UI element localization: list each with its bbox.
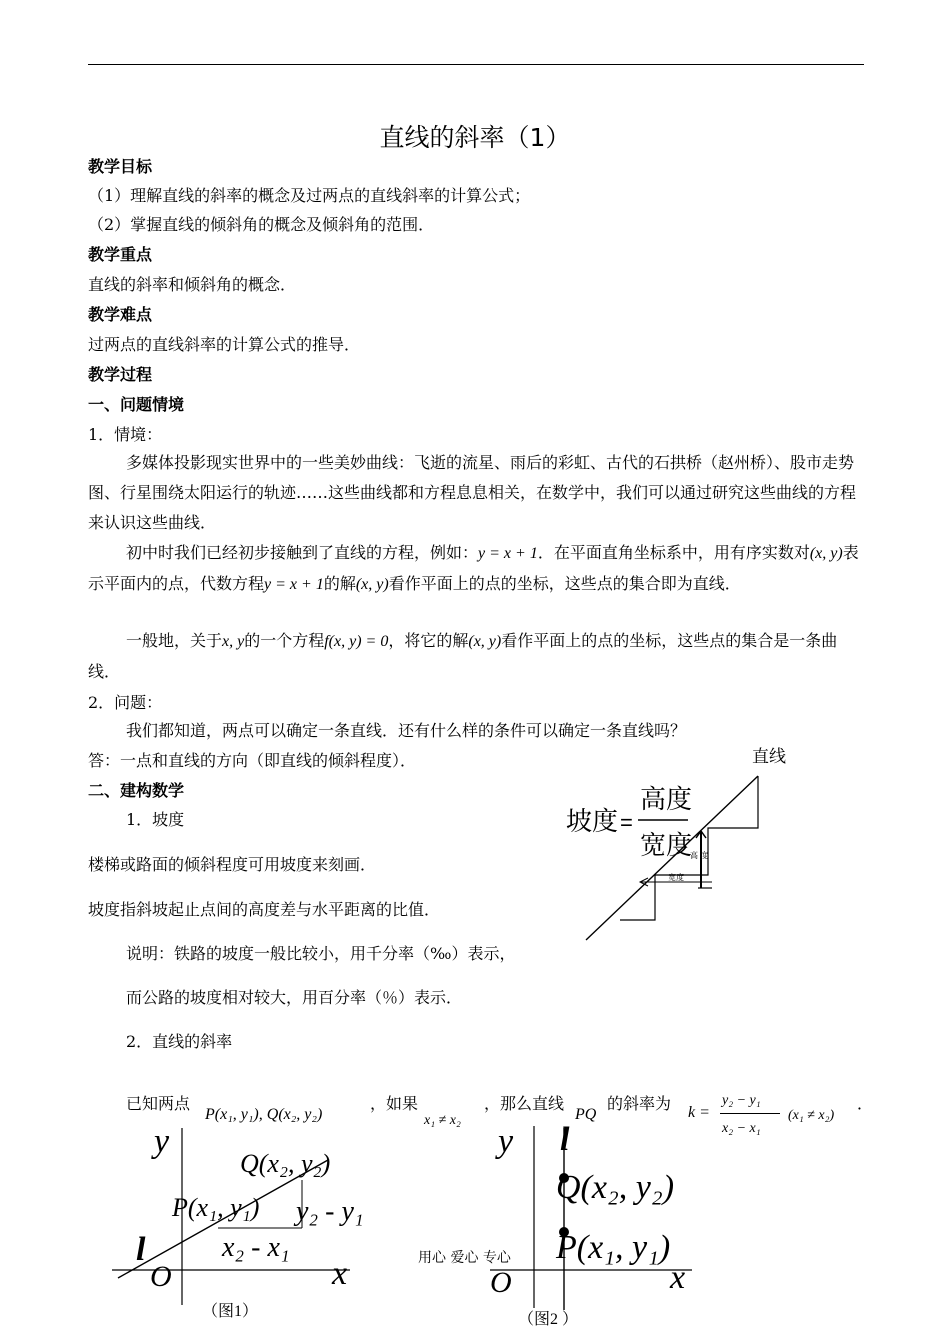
question-text: 我们都知道，两点可以确定一条直线．还有什么样的条件可以确定一条直线吗？: [126, 721, 687, 740]
header-rule: [88, 64, 864, 65]
formula-condition-2: (x₁ ≠ x₂): [788, 1108, 835, 1123]
situation-label: 1．情境：: [88, 425, 163, 444]
paragraph-line-equation: 初中时我们已经初步接触到了直线的方程，例如：y = x + 1．在平面直角坐标系中，用有序实数对(x, y)表示平面内的点，代数方程y = x + 1的解(x, y)看作平面上的点的坐标，这些点的集合即为直线．: [88, 543, 859, 593]
label-width-denominator: 宽度: [640, 830, 693, 860]
formula-denominator: x₂ − x₁: [722, 1121, 761, 1136]
label-width: 宽度: [668, 873, 684, 882]
figure-1-caption: （图1）: [202, 1303, 259, 1320]
origin-label: O: [150, 1260, 172, 1293]
x-axis-label: x: [332, 1255, 348, 1292]
formula-end: ．: [857, 1094, 874, 1113]
formula-slope-is: 的斜率为: [607, 1094, 672, 1113]
grade-text-1: 楼梯或路面的倾斜程度可用坡度来刻画．: [88, 855, 377, 874]
line-label: l: [560, 1121, 570, 1158]
grade-figure: [560, 740, 800, 950]
difficulty-text: 过两点的直线斜率的计算公式的推导．: [88, 335, 361, 354]
figure-2: [470, 1120, 710, 1334]
grade-text-4: 而公路的坡度相对较大，用百分率（％）表示．: [126, 988, 463, 1007]
section2-heading: 二、建构数学: [88, 781, 185, 800]
formula-intro: 已知两点: [126, 1094, 191, 1113]
formula-points: P(x₁, y₁), Q(x₂, y₂): [205, 1106, 323, 1123]
question-label: 2．问题：: [88, 693, 163, 712]
point-p-label: P(x₁, y₁): [556, 1229, 671, 1266]
label-line: 直线: [752, 747, 786, 766]
label-height-numerator: 高度: [640, 784, 693, 814]
grade-text-2: 坡度指斜坡起止点间的高度差与水平距离的比值．: [88, 900, 441, 919]
label-height: 高 度: [690, 851, 709, 860]
x-axis-label: x: [670, 1259, 686, 1296]
point-p-label: P(x₁, y₁): [172, 1193, 260, 1222]
focus-text: 直线的斜率和倾斜角的概念．: [88, 275, 297, 294]
label-equals: =: [620, 810, 633, 835]
goal-item-1: （1）理解直线的斜率的概念及过两点的直线斜率的计算公式；: [88, 186, 531, 205]
paragraph-curve-definition: 一般地，关于x, y的一个方程f(x, y) = 0，将它的解(x, y)看作平面上的点的坐标，这些点的集合是一条曲线．: [88, 631, 838, 681]
line-label: l: [136, 1231, 146, 1268]
focus-heading: 教学重点: [88, 245, 153, 264]
item-slope-grade: 1．坡度: [126, 810, 185, 829]
label-grade: 坡度: [566, 806, 619, 836]
point-q-label: Q(x₂, y₂): [556, 1169, 675, 1206]
run-label: x₂ - x₁: [222, 1232, 290, 1263]
formula-then: ，那么直线: [484, 1094, 565, 1113]
formula-k: k =: [688, 1104, 710, 1121]
figure-1: [100, 1120, 400, 1330]
origin-label: O: [490, 1266, 512, 1299]
page-title: 直线的斜率（1）: [379, 123, 571, 152]
point-q-label: Q(x₂, y₂): [240, 1149, 331, 1178]
grade-text-3: 说明：铁路的坡度一般比较小，用千分率（‰）表示，: [126, 944, 516, 963]
item-line-slope: 2．直线的斜率: [126, 1032, 233, 1051]
process-heading: 教学过程: [88, 365, 153, 384]
y-axis-label: y: [498, 1123, 514, 1160]
difficulty-heading: 教学难点: [88, 305, 153, 324]
fraction-bar: [720, 1113, 780, 1114]
paragraph-curves: 多媒体投影现实世界中的一些美妙曲线：飞逝的流星、雨后的彩虹、古代的石拱桥（赵州桥）、股市走势图、行星围绕太阳运行的轨迹……这些曲线都和方程息息相关，在数学中，我们可以通过研究这些曲线的方程来认识这些曲线．: [88, 453, 857, 532]
y-axis-label: y: [154, 1123, 170, 1160]
formula-condition: x₁ ≠ x₂: [424, 1113, 461, 1128]
goals-heading: 教学目标: [88, 157, 153, 176]
footer-text: 用心 爱心 专心: [418, 1250, 511, 1266]
rise-label: y₂ - y₁: [296, 1196, 364, 1227]
formula-numerator: y₂ − y₁: [722, 1093, 761, 1108]
answer-text: 答：一点和直线的方向（即直线的倾斜程度）．: [88, 751, 417, 770]
formula-line-pq: PQ: [575, 1106, 597, 1123]
goal-item-2: （2）掌握直线的倾斜角的概念及倾斜角的范围．: [88, 215, 435, 234]
figure-2-caption: （图2 ）: [518, 1311, 579, 1328]
formula-if: ，如果: [370, 1094, 419, 1113]
section1-heading: 一、问题情境: [88, 395, 185, 414]
